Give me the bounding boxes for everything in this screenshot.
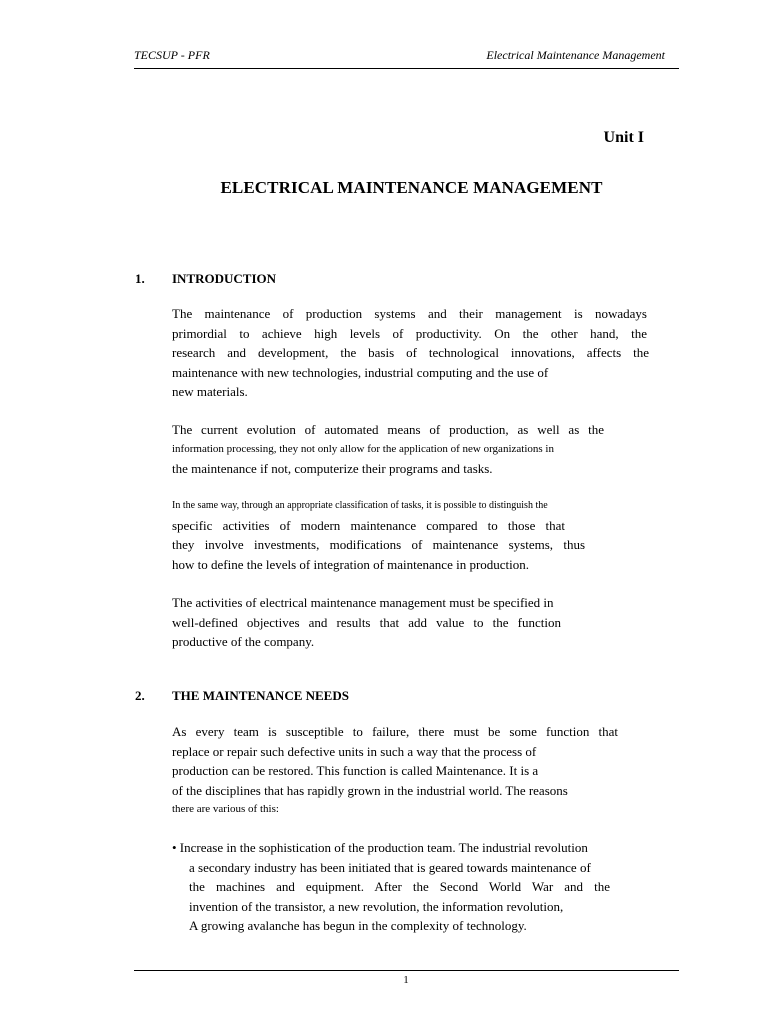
section-1-title: INTRODUCTION [172, 271, 277, 286]
document-title: ELECTRICAL MAINTENANCE MANAGEMENT [220, 178, 603, 197]
section-1-paragraph-4 [172, 593, 647, 652]
page-number: 1 [403, 974, 409, 986]
section-2-paragraph-1 [172, 722, 647, 820]
text-line: the machines and equipment. After the Second World War and the [189, 879, 610, 894]
text-line: As every team is susceptible to failure, there must be some function that [172, 724, 618, 739]
text-line: research and development, the basis of technological innovations, affects the [172, 345, 649, 360]
text-line: productive of the company. [172, 634, 315, 649]
text-line: information processing, they not only allow for the application of new organizations in [172, 442, 554, 455]
text-line: they involve investments, modifications of maintenance systems, thus [172, 537, 585, 552]
text-line: The maintenance of production systems and their management is nowadays [172, 306, 647, 321]
text-line: maintenance with new technologies, industrial computing and the use of [172, 364, 549, 380]
section-1-paragraph-3 [172, 496, 647, 574]
header-divider [134, 68, 679, 69]
text-line: specific activities of modern maintenance compared to those that [172, 517, 565, 533]
text-line: how to define the levels of integration of maintenance in production. [172, 556, 530, 572]
running-header-left: TECSUP - PFR [134, 48, 210, 62]
section-2-title: THE MAINTENANCE NEEDS [172, 688, 349, 703]
section-1-number: 1. [135, 271, 145, 286]
text-line: the maintenance if not, computerize their programs and tasks. [172, 461, 493, 476]
footer-divider [134, 970, 679, 971]
text-line: a secondary industry has been initiated that is geared towards maintenance of [189, 859, 591, 875]
text-line: In the same way, through an appropriate classification of tasks, it is possible to distinguish the [172, 500, 548, 511]
section-1-paragraph-2 [172, 420, 647, 479]
unit-label: Unit I [603, 129, 644, 146]
section-2-bullet-item [172, 838, 632, 936]
section-2-number: 2. [135, 688, 145, 703]
text-line: replace or repair such defective units in such a way that the process of [172, 743, 537, 759]
section-1-paragraph-1 [172, 304, 647, 402]
text-line: The current evolution of automated means of production, as well as the [172, 422, 604, 437]
text-line: new materials. [172, 384, 248, 399]
text-line: there are various of this: [172, 803, 279, 815]
text-line: production can be restored. This function is called Maintenance. It is a [172, 763, 539, 778]
text-line: A growing avalanche has begun in the complexity of technology. [189, 918, 527, 933]
running-header-right: Electrical Maintenance Management [486, 48, 665, 62]
text-line: of the disciplines that has rapidly grown in the industrial world. The reasons [172, 782, 568, 798]
list-item: • Increase in the sophistication of the production team. The industrial revolution [172, 840, 588, 855]
text-line: invention of the transistor, a new revolution, the information revolution, [189, 898, 564, 914]
text-line: primordial to achieve high levels of productivity. On the other hand, the [172, 325, 647, 341]
text-line: well-defined objectives and results that add value to the function [172, 614, 561, 630]
text-line: The activities of electrical maintenance management must be specified in [172, 595, 554, 610]
